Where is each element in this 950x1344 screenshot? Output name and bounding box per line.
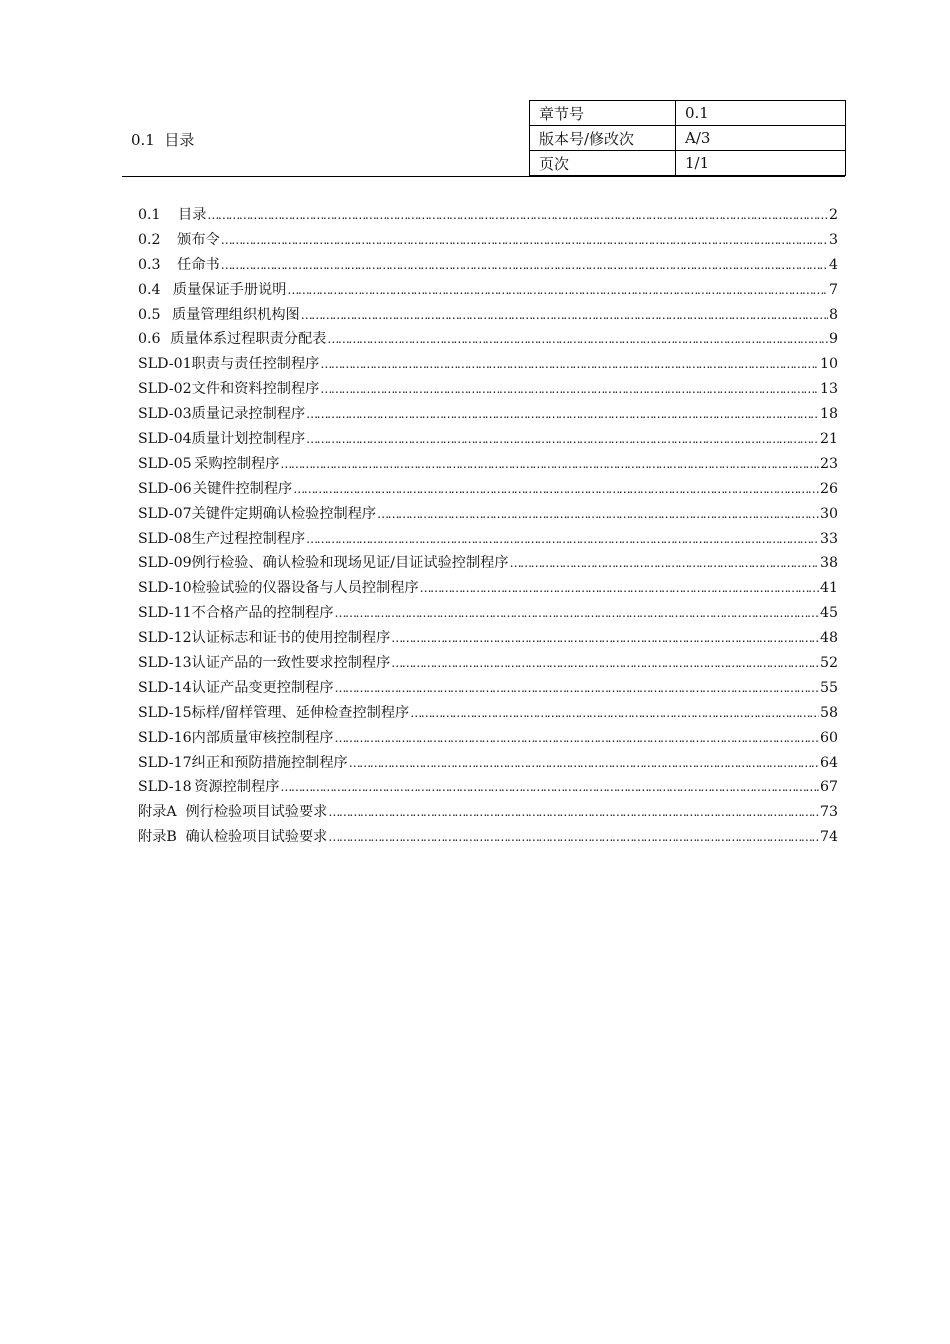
toc-entry-title: 文件和资料控制程序: [191, 381, 320, 398]
toc-entry-title: 质量计划控制程序: [191, 431, 306, 448]
toc-leader-dots: [391, 651, 819, 676]
toc-entry-title: 内部质量审核控制程序: [191, 729, 334, 746]
toc-entry[interactable]: [138, 377, 838, 402]
toc-leader-dots: [301, 303, 828, 328]
toc-leader-dots: [287, 278, 828, 303]
toc-entry-title: 质量保证手册说明: [172, 281, 287, 298]
toc-entry-title: 任命书: [177, 256, 220, 273]
toc-entry-title: 认证标志和证书的使用控制程序: [191, 630, 391, 647]
meta-row-version: [530, 126, 846, 151]
meta-label: 章节号: [530, 101, 676, 126]
toc-entry-page: 8: [828, 306, 838, 323]
table-of-contents: [138, 203, 838, 850]
toc-entry[interactable]: [138, 502, 838, 527]
toc-entry-number: SLD-02: [138, 381, 192, 398]
toc-leader-dots: [207, 203, 828, 228]
meta-value: 1/1: [676, 151, 846, 176]
toc-entry[interactable]: [138, 452, 838, 477]
document-meta-table: [529, 100, 846, 176]
meta-row-chapter: [530, 101, 846, 126]
toc-entry-page: 13: [819, 381, 838, 398]
toc-entry-page: 21: [819, 431, 838, 448]
toc-entry-page: 45: [819, 605, 838, 622]
toc-entry-number: 0.4: [138, 281, 161, 298]
toc-entry-title: 认证产品变更控制程序: [191, 679, 334, 696]
toc-entry-title: 标样/留样管理、延伸检查控制程序: [191, 704, 410, 721]
toc-entry-number: SLD-06: [138, 480, 192, 497]
toc-entry-page: 73: [819, 804, 838, 821]
toc-entry-title: 不合格产品的控制程序: [191, 605, 334, 622]
meta-value: A/3: [676, 126, 846, 151]
toc-entry-number: SLD-18: [138, 779, 192, 796]
toc-leader-dots: [221, 253, 828, 278]
toc-leader-dots: [327, 327, 828, 352]
toc-entry-number: SLD-07: [138, 505, 192, 522]
toc-entry[interactable]: [138, 477, 838, 502]
toc-entry-page: 41: [819, 580, 838, 597]
toc-entry-number: SLD-17: [138, 754, 192, 771]
toc-entry-number: 0.5: [138, 306, 161, 323]
toc-entry[interactable]: [138, 626, 838, 651]
toc-leader-dots: [510, 551, 819, 576]
toc-entry-number: SLD-05: [138, 455, 192, 472]
toc-entry-page: 67: [819, 779, 838, 796]
toc-entry-title: 质量记录控制程序: [191, 406, 306, 423]
toc-entry-page: 10: [819, 356, 838, 373]
toc-leader-dots: [335, 676, 819, 701]
toc-entry[interactable]: [138, 576, 838, 601]
toc-entry-title: 颁布令: [177, 231, 220, 248]
toc-entry-page: 18: [819, 406, 838, 423]
toc-entry-page: 26: [819, 480, 838, 497]
toc-leader-dots: [221, 228, 828, 253]
meta-label: 页次: [530, 151, 676, 176]
toc-entry-page: 3: [828, 231, 838, 248]
toc-leader-dots: [328, 825, 819, 850]
toc-entry[interactable]: [138, 352, 838, 377]
toc-leader-dots: [306, 527, 819, 552]
toc-entry[interactable]: [138, 701, 838, 726]
toc-entry-number: SLD-13: [138, 655, 192, 672]
toc-entry-title: 确认检验项目试验要求: [185, 829, 328, 846]
meta-row-page: [530, 151, 846, 176]
toc-entry-page: 55: [819, 679, 838, 696]
toc-entry-page: 7: [828, 281, 838, 298]
toc-entry[interactable]: [138, 651, 838, 676]
toc-leader-dots: [293, 477, 819, 502]
toc-leader-dots: [410, 701, 819, 726]
toc-entry-title: 例行检验、确认检验和现场见证/目证试验控制程序: [191, 555, 509, 572]
toc-entry-number: 附录B: [138, 829, 177, 846]
toc-entry-title: 资源控制程序: [194, 779, 280, 796]
toc-entry-title: 检验试验的仪器设备与人员控制程序: [191, 580, 419, 597]
toc-entry-number: SLD-03: [138, 406, 192, 423]
toc-leader-dots: [320, 352, 819, 377]
toc-entry-page: 74: [819, 829, 838, 846]
toc-entry-title: 采购控制程序: [194, 455, 280, 472]
toc-entry-number: 0.3: [138, 256, 161, 273]
toc-entry[interactable]: [138, 775, 838, 800]
toc-leader-dots: [349, 751, 819, 776]
toc-leader-dots: [280, 452, 819, 477]
toc-entry[interactable]: [138, 726, 838, 751]
toc-leader-dots: [306, 427, 819, 452]
meta-label: 版本号/修改次: [530, 126, 676, 151]
toc-entry[interactable]: [138, 527, 838, 552]
page-title: 0.1 目录: [131, 131, 195, 149]
toc-entry-number: SLD-12: [138, 630, 192, 647]
toc-entry-title: 例行检验项目试验要求: [185, 804, 328, 821]
toc-entry-number: 附录A: [138, 804, 177, 821]
header-divider: [122, 176, 845, 177]
toc-leader-dots: [335, 726, 819, 751]
toc-entry-number: SLD-10: [138, 580, 192, 597]
toc-leader-dots: [420, 576, 819, 601]
toc-entry-number: SLD-08: [138, 530, 192, 547]
toc-entry-title: 质量管理组织机构图: [172, 306, 300, 323]
toc-entry-title: 认证产品的一致性要求控制程序: [191, 655, 391, 672]
toc-entry[interactable]: [138, 427, 838, 452]
toc-entry-number: SLD-01: [138, 356, 192, 373]
toc-entry-page: 33: [819, 530, 838, 547]
toc-entry-page: 58: [819, 704, 838, 721]
toc-leader-dots: [280, 775, 819, 800]
toc-entry-title: 目录: [178, 207, 207, 223]
toc-entry[interactable]: [138, 676, 838, 701]
toc-entry[interactable]: [138, 800, 838, 825]
toc-entry-page: 48: [819, 630, 838, 647]
toc-entry-page: 52: [819, 655, 838, 672]
toc-entry-number: SLD-15: [138, 704, 192, 721]
toc-entry[interactable]: [138, 751, 838, 776]
toc-entry-page: 38: [819, 555, 838, 572]
toc-entry-title: 纠正和预防措施控制程序: [191, 754, 348, 771]
toc-entry-number: SLD-11: [138, 605, 192, 622]
toc-entry-title: 质量体系过程职责分配表: [170, 331, 327, 348]
toc-entry-number: 0.1: [138, 207, 161, 223]
toc-entry-page: 64: [819, 754, 838, 771]
toc-entry-title: 关键件控制程序: [192, 480, 293, 497]
meta-value: 0.1: [676, 101, 846, 126]
toc-entry-number: 0.2: [138, 231, 161, 248]
toc-entry[interactable]: [138, 253, 838, 278]
toc-entry-title: 职责与责任控制程序: [191, 356, 320, 373]
toc-entry-title: 关键件定期确认检验控制程序: [191, 505, 377, 522]
toc-entry-number: SLD-14: [138, 679, 192, 696]
toc-leader-dots: [335, 601, 819, 626]
toc-leader-dots: [377, 502, 819, 527]
toc-entry-number: SLD-16: [138, 729, 192, 746]
toc-leader-dots: [306, 402, 819, 427]
toc-entry[interactable]: [138, 228, 838, 253]
toc-entry[interactable]: [138, 825, 838, 850]
toc-entry[interactable]: [138, 402, 838, 427]
toc-entry-page: 60: [819, 729, 838, 746]
toc-leader-dots: [328, 800, 819, 825]
toc-entry-title: 生产过程控制程序: [191, 530, 306, 547]
toc-entry-page: 4: [828, 256, 838, 273]
toc-entry-page: 2: [828, 207, 838, 223]
toc-entry[interactable]: [138, 327, 838, 352]
toc-entry-page: 30: [819, 505, 838, 522]
toc-entry-number: SLD-09: [138, 555, 192, 572]
toc-entry[interactable]: [138, 203, 838, 228]
toc-leader-dots: [391, 626, 819, 651]
toc-entry[interactable]: [138, 303, 838, 328]
toc-entry[interactable]: [138, 278, 838, 303]
toc-entry-number: SLD-04: [138, 431, 192, 448]
toc-leader-dots: [320, 377, 819, 402]
toc-entry[interactable]: [138, 601, 838, 626]
toc-entry-number: 0.6: [138, 331, 161, 348]
toc-entry-page: 23: [819, 455, 838, 472]
toc-entry[interactable]: [138, 551, 838, 576]
toc-entry-page: 9: [828, 331, 838, 348]
